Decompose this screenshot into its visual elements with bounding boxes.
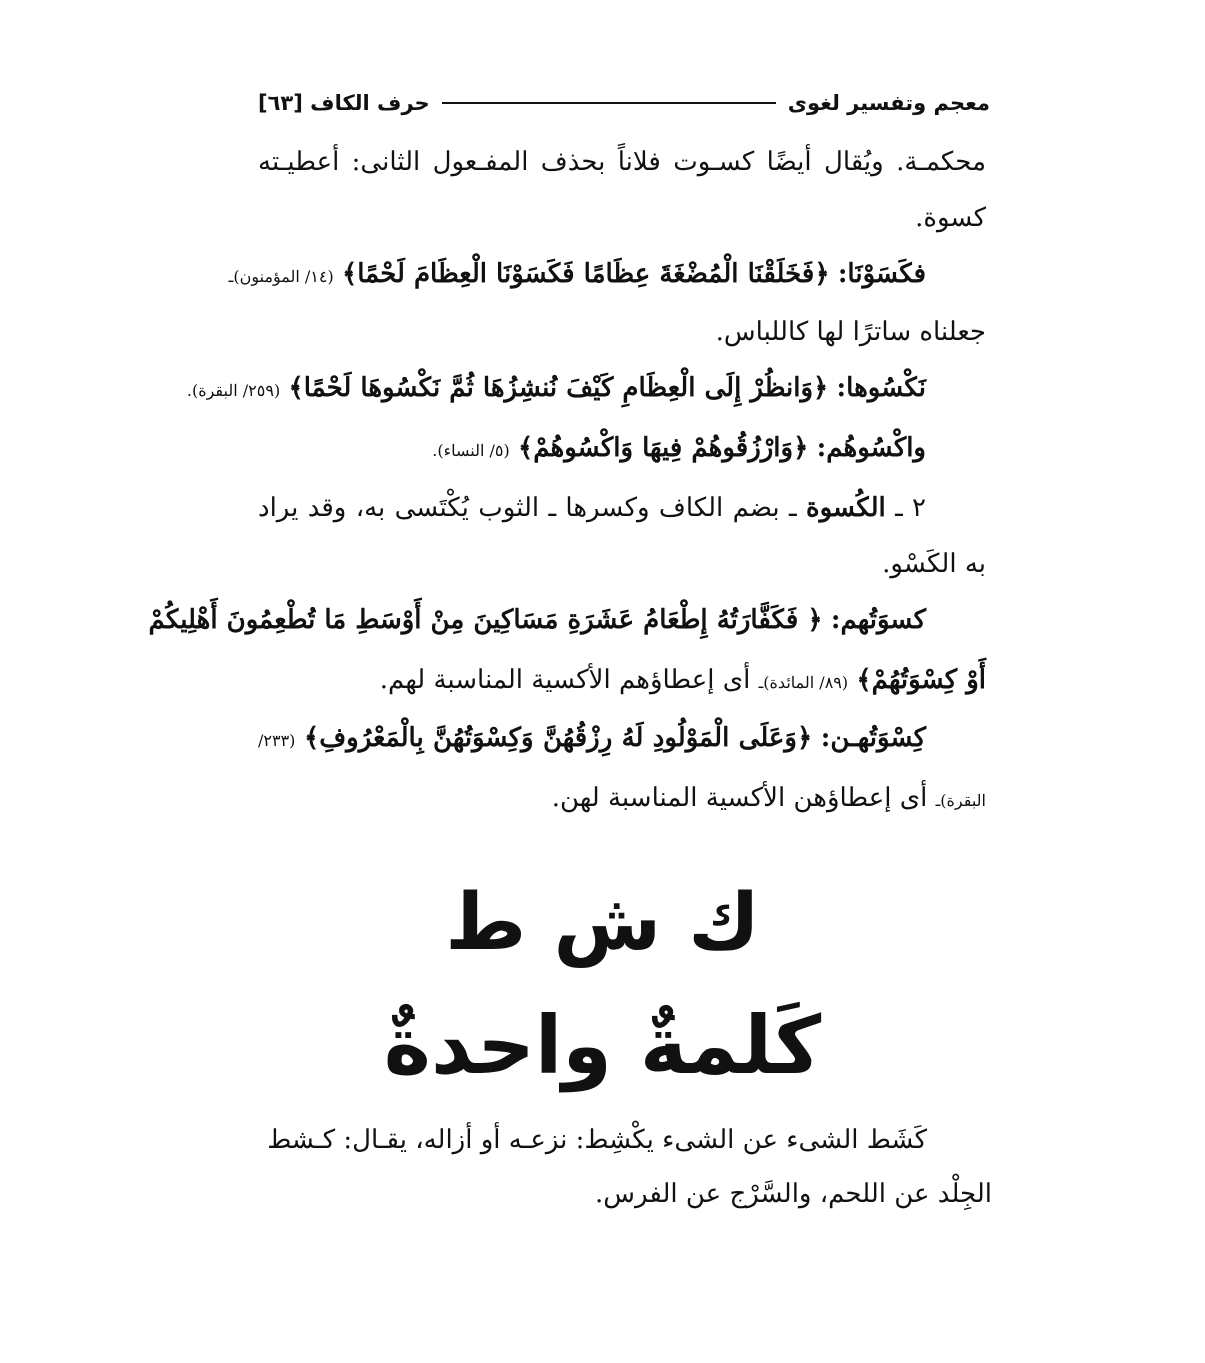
quran-entry-continued bbox=[258, 658, 986, 702]
text-line: به الكَسْو. bbox=[882, 549, 986, 579]
quran-verse: ﴿وَعَلَى الْمَوْلُودِ لَهُ رِزْقُهُنَّ وَكِسْوَتُهُنَّ بِالْمَعْرُوفِ﴾ bbox=[303, 723, 813, 753]
quran-entry bbox=[258, 426, 926, 470]
quran-verse: ﴿ فَكَفَّارَتُهُ إِطْعَامُ عَشَرَةِ مَسَاكِينَ مِنْ أَوْسَطِ مَا تُطْعِمُونَ أَهْلِيكُمْ bbox=[148, 605, 823, 635]
quran-verse: أَوْ كِسْوَتُهُمْ﴾ bbox=[856, 665, 986, 695]
entry-word: فكَسَوْنَا: bbox=[837, 259, 926, 289]
running-header bbox=[258, 86, 990, 120]
quran-verse: ﴿فَخَلَقْنَا الْمُضْغَةَ عِظَامًا فَكَسَوْنَا الْعِظَامَ لَحْمًا﴾ bbox=[342, 259, 830, 289]
verse-reference: (٢٣٣/ bbox=[258, 731, 296, 750]
root-heading: ك ش ط bbox=[445, 878, 760, 968]
verse-reference: (٨٩/ المائدة)ـ bbox=[758, 673, 849, 692]
section-and-page bbox=[258, 91, 430, 115]
verse-reference: (٢٥٩/ البقرة). bbox=[186, 381, 281, 400]
quran-entry-continued bbox=[258, 776, 986, 820]
defined-term: الكُسوة bbox=[805, 493, 886, 523]
text-line: كسوة. bbox=[915, 203, 986, 233]
verse-reference: (٥/ النساء). bbox=[432, 441, 510, 460]
text-line: محكمـة. ويُقال أيضًا كسـوت فلاناً بحذف المفـعول الثانى: أعطيـته bbox=[258, 147, 986, 177]
entry-word: نَكْسُوها: bbox=[836, 373, 926, 403]
entry-word: كسوَتُهم: bbox=[830, 605, 926, 635]
book-title: معجم وتفسير لغوى bbox=[787, 91, 990, 115]
quran-entry bbox=[186, 366, 926, 410]
quran-entry bbox=[148, 598, 926, 642]
text-line: كَشَط الشىء عن الشىء يكْشِط: نزعـه أو أزاله، يقـال: كـشط bbox=[267, 1125, 927, 1155]
header-rule bbox=[442, 102, 776, 104]
quran-entry bbox=[228, 252, 926, 296]
entry-word: كِسْوَتُهـن: bbox=[820, 723, 927, 753]
subheading: كَلمةٌ واحدةٌ bbox=[383, 999, 822, 1092]
text-line: الجِلْد عن اللحم، والسَّرْج عن الفرس. bbox=[594, 1179, 992, 1209]
gloss-text: أى إعطاؤهم الأكسية المناسبة لهم. bbox=[379, 665, 751, 695]
definition-line bbox=[258, 486, 926, 530]
page-number: [٦٣] bbox=[258, 91, 303, 115]
verse-reference: (١٤/ المؤمنون)ـ bbox=[228, 267, 334, 286]
text-line: جعلناه ساترًا لها كاللباس. bbox=[715, 317, 986, 347]
gloss-text: أى إعطاؤهن الأكسية المناسبة لهن. bbox=[551, 783, 928, 813]
quran-entry bbox=[258, 716, 926, 760]
item-number: ٢ ـ bbox=[895, 493, 927, 523]
quran-verse: ﴿وَانظُرْ إِلَى الْعِظَامِ كَيْفَ نُنشِزُهَا ثُمَّ نَكْسُوهَا لَحْمًا﴾ bbox=[288, 373, 829, 403]
verse-reference: البقرة)ـ bbox=[935, 791, 986, 810]
definition-text: ـ بضم الكاف وكسرها ـ الثوب يُكْتَسى به، وقد يراد bbox=[258, 493, 797, 523]
section-name: حرف الكاف bbox=[310, 91, 430, 115]
entry-word: واكْسُوهُم: bbox=[816, 433, 926, 463]
quran-verse: ﴿وَارْزُقُوهُمْ فِيهَا وَاكْسُوهُمْ﴾ bbox=[518, 433, 809, 463]
